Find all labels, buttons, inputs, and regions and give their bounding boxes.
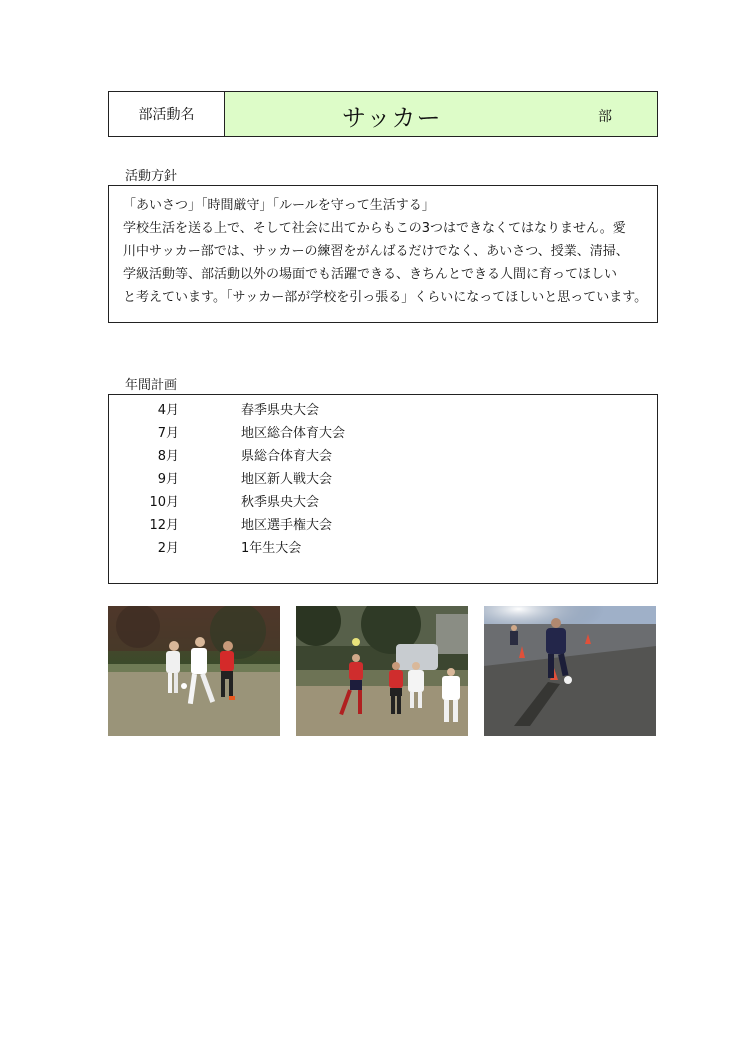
soccer-match-photo-2 xyxy=(296,606,468,736)
plan-event: 1年生大会 xyxy=(241,541,302,556)
plan-event: 地区選手権大会 xyxy=(241,518,333,533)
plan-row xyxy=(109,443,333,466)
plan-box xyxy=(108,394,658,584)
plan-row xyxy=(109,420,346,443)
club-name: サッカー xyxy=(342,104,442,132)
club-name-suffix: 部 xyxy=(598,109,612,125)
plan-month: 9月 xyxy=(157,472,179,487)
plan-row xyxy=(109,489,320,512)
plan-row xyxy=(109,512,333,535)
policy-line: と考えています。「サッカー部が学校を引っ張る」くらいになってほしいと思っています。 xyxy=(123,290,648,305)
plan-month: 10月 xyxy=(149,495,179,510)
policy-line: 学級活動等、部活動以外の場面でも活躍できる、きちんとできる人間に育ってほしい xyxy=(123,267,618,282)
plan-month: 12月 xyxy=(149,518,179,533)
policy-heading: 活動方針 xyxy=(125,169,178,184)
soccer-match-photo-1 xyxy=(108,606,280,736)
plan-event: 春季県央大会 xyxy=(241,403,320,418)
plan-event: 県総合体育大会 xyxy=(241,449,333,464)
club-name-field xyxy=(225,92,657,136)
policy-box xyxy=(108,185,658,323)
club-name-row xyxy=(108,91,658,137)
plan-row xyxy=(109,535,302,558)
plan-event: 地区新人戦大会 xyxy=(241,472,333,487)
plan-month: 4月 xyxy=(157,403,179,418)
plan-row xyxy=(109,397,320,420)
plan-month: 7月 xyxy=(157,426,179,441)
plan-heading: 年間計画 xyxy=(125,378,178,393)
plan-month: 2月 xyxy=(157,541,179,556)
policy-line: 「あいさつ」「時間厳守」「ルールを守って生活する」 xyxy=(123,198,435,213)
plan-event: 秋季県央大会 xyxy=(241,495,320,510)
soccer-practice-photo xyxy=(484,606,656,736)
plan-row xyxy=(109,466,333,489)
plan-month: 8月 xyxy=(157,449,179,464)
club-name-label: 部活動名 xyxy=(109,92,225,136)
plan-event: 地区総合体育大会 xyxy=(241,426,346,441)
policy-line: 学校生活を送る上で、そして社会に出てからもこの3つはできなくてはなりません。愛 xyxy=(123,221,626,236)
policy-line: 川中サッカー部では、サッカーの練習をがんばるだけでなく、あいさつ、授業、清掃、 xyxy=(123,244,629,259)
